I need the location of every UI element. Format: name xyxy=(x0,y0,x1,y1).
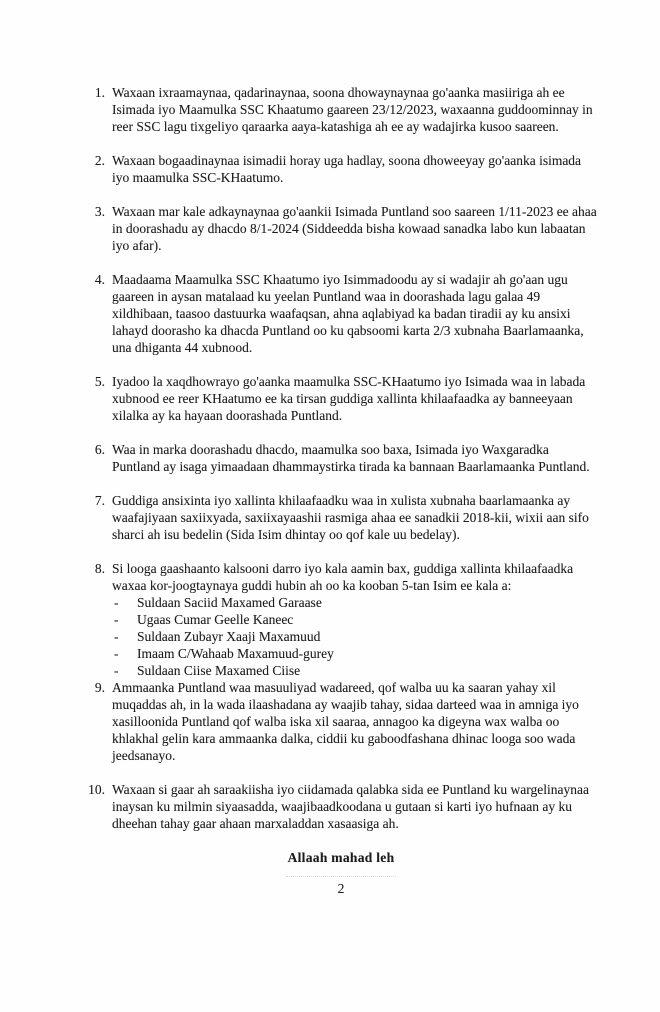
sub-list-item xyxy=(112,662,598,679)
sub-list-item xyxy=(112,628,598,645)
item-text: Maadaama Maamulka SSC Khaatumo iyo Isimmadoodu ay si wadajir ah go'aan ugu gaareen in aysan matalaad ku yeelan Puntland waa in doorashada lagu galaa 49 xildhibaan, taasoo dastuurka waafaqsan, ahna aqlabiyad ka badan tiradii ay ku ansixi lahayd doorasho ka dhacda Puntland oo ku qabsoomi karta 2/3 xubnaha Baarlamaanka, una dhiganta 44 xubnood. xyxy=(112,272,584,355)
item-number: 7. xyxy=(94,493,105,508)
list-item xyxy=(84,152,598,186)
item-text: Waxaan si gaar ah saraakiisha iyo ciidamada qalabka sida ee Puntland ku wargelinaynaa inaysan ku milmin siyaasadda, waajibaadkoodana u gutaan si karti iyo hufnaan ay ku dheehan tahay gaar ahaan marxaladdan xasaasiga ah. xyxy=(112,782,589,831)
dash-bullet: - xyxy=(114,646,119,661)
sub-item-text: Suldaan Zubayr Xaaji Maxamuud xyxy=(137,629,321,644)
page-number: 2 xyxy=(337,881,345,896)
sub-item-text: Suldaan Ciise Maxamed Ciise xyxy=(137,663,301,678)
item-body xyxy=(112,492,598,543)
item-text: Waxaan ixraamaynaa, qadarinaynaa, soona dhowaynaynaa go'aanka masiiriga ah ee Isimada iyo Maamulka SSC Khaatumo gaareen 23/12/2023, waxaanna guddoominnay in reer SSC lagu tixgeliyo qaraarka aaya-katashiga ah ee ay wadajirka kusoo saareen. xyxy=(112,85,593,134)
numbered-list xyxy=(84,84,598,832)
item-body xyxy=(112,560,598,679)
item-body xyxy=(112,679,598,764)
item-text: Iyadoo la xaqdhowrayo go'aanka maamulka SSC-KHaatumo iyo Isimada waa in labada xubnood ee reer KHaatumo ee ka tirsan guddiga xallinta khilaafaadka ay banneeyaan xilalka ay ka hayaan doorashada Puntland. xyxy=(112,374,586,423)
item-body xyxy=(112,441,598,475)
item-text: Waa in marka doorashadu dhacdo, maamulka soo baxa, Isimada iyo Waxgaradka Puntland ay isaga yimaadaan dhammaystirka tirada ka bannaan Baarlamaanka Puntland. xyxy=(112,442,590,474)
list-item xyxy=(84,492,598,543)
item-number: 4. xyxy=(94,272,105,287)
sub-item-text: Ugaas Cumar Geelle Kaneec xyxy=(137,612,294,627)
dash-bullet: - xyxy=(114,612,119,627)
dash-bullet: - xyxy=(114,595,119,610)
item-text: Waxaan bogaadinaynaa isimadii horay uga hadlay, soona dhoweeyay go'aanka isimada iyo maamulka SSC-KHaatumo. xyxy=(112,153,582,185)
list-item xyxy=(84,560,598,679)
item-body xyxy=(112,203,598,254)
sub-list-item xyxy=(112,594,598,611)
item-text: Waxaan mar kale adkaynaynaa go'aankii Isimada Puntland soo saareen 1/11-2023 ee ahaa in doorashadu ay dhacdo 8/1-2024 (Siddeedda bisha kowaad sanadka labo kun labaatan iyo afar). xyxy=(112,204,597,253)
dash-bullet: - xyxy=(114,629,119,644)
list-item xyxy=(84,679,598,764)
list-item xyxy=(84,203,598,254)
item-number: 5. xyxy=(94,374,105,389)
item-number: 9. xyxy=(94,680,105,695)
closing-line: Allaah mahad leh xyxy=(287,850,395,865)
document-body xyxy=(84,84,598,897)
item-number: 8. xyxy=(94,561,105,576)
list-item xyxy=(84,84,598,135)
item-number: 10. xyxy=(88,782,105,797)
list-item xyxy=(84,271,598,356)
item-body xyxy=(112,152,598,186)
sub-list-item xyxy=(112,645,598,662)
item-body xyxy=(112,271,598,356)
item-body xyxy=(112,84,598,135)
item-number: 1. xyxy=(94,85,105,100)
scan-artifact xyxy=(286,876,396,877)
item-text: Guddiga ansixinta iyo xallinta khilaafaadku waa in xulista xubnaha baarlamaanka ay waafajiyaan saxiixyada, saxiixayaashii rasmiga ahaa ee sanadkii 2018-kii, wixii aan sifo sharci ah isu bedelin (Sida Isim dhintay oo qof kale uu bedelay). xyxy=(112,493,589,542)
dash-bullet: - xyxy=(114,663,119,678)
sub-list xyxy=(112,594,598,679)
item-text: Ammaanka Puntland waa masuuliyad wadareed, qof walba uu ka saaran yahay xil muqaddas ah, in la wada ilaashadana ay waajib tahay, sidaa darteed waa in amniga iyo xasilloonida Puntland qof walba iska xil saaraa, annagoo ka digeyna wax walba oo khlakhal gelin kara ammaanka dalka, ciddii ku gaboodfashana dhinac looga soo wada jeedsanayo. xyxy=(112,680,579,763)
item-text: Si looga gaashaanto kalsooni darro iyo kala aamin bax, guddiga xallinta khilaafaadka waxaa kor-joogtaynaya guddi hubin ah oo ka kooban 5-tan Isim ee kala a: xyxy=(112,561,574,593)
sub-item-text: Suldaan Saciid Maxamed Garaase xyxy=(137,595,322,610)
item-number: 6. xyxy=(94,442,105,457)
item-number: 3. xyxy=(94,204,105,219)
sub-list-item xyxy=(112,611,598,628)
list-item xyxy=(84,373,598,424)
sub-item-text: Imaam C/Wahaab Maxamuud-gurey xyxy=(137,646,334,661)
item-number: 2. xyxy=(94,153,105,168)
list-item xyxy=(84,441,598,475)
item-body xyxy=(112,373,598,424)
list-item xyxy=(84,781,598,832)
item-body xyxy=(112,781,598,832)
